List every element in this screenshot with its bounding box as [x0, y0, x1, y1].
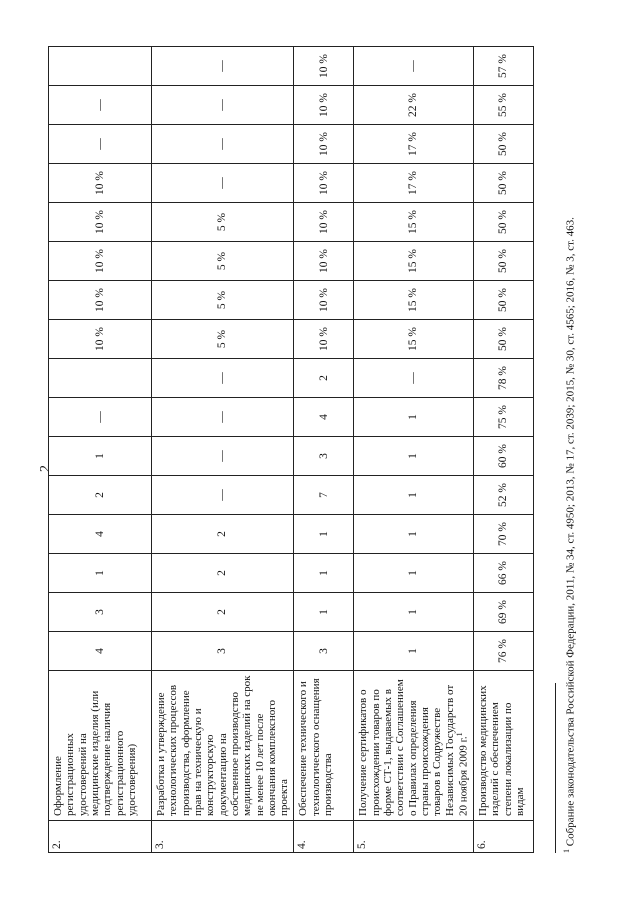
- value-cell: 10 %: [49, 203, 152, 242]
- table-row: [354, 47, 473, 853]
- value-cell: 1: [354, 515, 473, 554]
- table-row: [49, 47, 152, 853]
- value-cell: 3: [49, 593, 152, 632]
- value-cell: 10 %: [294, 47, 354, 86]
- value-cell: 3: [294, 632, 354, 671]
- row-number: 4.: [294, 821, 354, 853]
- value-cell: 50 %: [473, 203, 533, 242]
- value-cell: —: [354, 47, 473, 86]
- row-description-text: Оформление регистрационных удостоверений на медицинские изделия (или подтверждение наличия регистрационного удостоверения): [52, 690, 138, 816]
- value-cell: 50 %: [473, 125, 533, 164]
- value-cell: —: [354, 359, 473, 398]
- value-cell: 50 %: [473, 164, 533, 203]
- value-cell: —: [152, 398, 294, 437]
- value-cell: 5 %: [152, 203, 294, 242]
- row-description-text: Обеспечение технического и технологического оснащения производства: [297, 678, 335, 816]
- footnote-ref: 1: [454, 732, 464, 737]
- value-cell: 22 %: [354, 86, 473, 125]
- value-cell: 55 %: [473, 86, 533, 125]
- value-cell: 76 %: [473, 632, 533, 671]
- row-number: 5.: [354, 821, 473, 853]
- value-cell: 50 %: [473, 242, 533, 281]
- value-cell: 10 %: [49, 242, 152, 281]
- value-cell: —: [152, 164, 294, 203]
- value-cell: 52 %: [473, 476, 533, 515]
- value-cell: 15 %: [354, 281, 473, 320]
- value-cell: 60 %: [473, 437, 533, 476]
- value-cell: 2: [152, 554, 294, 593]
- value-cell: 70 %: [473, 515, 533, 554]
- value-cell: 1: [354, 437, 473, 476]
- row-description: [473, 671, 533, 821]
- value-cell: 2: [152, 593, 294, 632]
- value-cell: 10 %: [294, 203, 354, 242]
- value-cell: 15 %: [354, 203, 473, 242]
- value-cell: 3: [294, 437, 354, 476]
- value-cell: 10 %: [294, 320, 354, 359]
- row-description-text: Производство медицинских изделий с обеспечением степени локализации по видам: [476, 685, 526, 816]
- value-cell: [49, 359, 152, 398]
- value-cell: 10 %: [49, 281, 152, 320]
- row-description-text: Получение сертификатов о происхождении товаров по форме СТ-1, выдаваемых в соответствии с Соглашением о Правилах определения страны происхождения товаров в Содружестве Независимых Государств от 20 ноября 2009 г.: [357, 679, 470, 816]
- value-cell: 10 %: [49, 164, 152, 203]
- row-description-text: Разработка и утверждение технологических процессов производства, оформление прав на техническую и конструкторскую документацию на собственное производство медицинских изделий на срок не менее 10 лет после окончания комплексного проекта: [155, 675, 291, 816]
- value-cell: 10 %: [49, 320, 152, 359]
- row-description: [49, 671, 152, 821]
- value-cell: 1: [354, 632, 473, 671]
- value-cell: 4: [49, 632, 152, 671]
- value-cell: 1: [294, 515, 354, 554]
- value-cell: 1: [354, 593, 473, 632]
- row-description: [354, 671, 473, 821]
- value-cell: —: [152, 86, 294, 125]
- value-cell: 1: [49, 437, 152, 476]
- value-cell: 1: [294, 593, 354, 632]
- value-cell: 2: [152, 515, 294, 554]
- value-cell: 1: [354, 398, 473, 437]
- value-cell: 5 %: [152, 320, 294, 359]
- value-cell: —: [152, 359, 294, 398]
- table-row: [152, 47, 294, 853]
- footnote-divider: [555, 683, 556, 853]
- value-cell: 5 %: [152, 281, 294, 320]
- value-cell: —: [49, 86, 152, 125]
- value-cell: 15 %: [354, 320, 473, 359]
- value-cell: 2: [49, 476, 152, 515]
- value-cell: 10 %: [294, 242, 354, 281]
- value-cell: 75 %: [473, 398, 533, 437]
- value-cell: —: [152, 437, 294, 476]
- value-cell: [49, 47, 152, 86]
- page-number: 2: [38, 465, 53, 472]
- value-cell: 10 %: [294, 125, 354, 164]
- value-cell: —: [152, 125, 294, 164]
- localization-table: [48, 46, 534, 853]
- value-cell: 50 %: [473, 281, 533, 320]
- value-cell: 1: [354, 476, 473, 515]
- row-description: [152, 671, 294, 821]
- value-cell: 17 %: [354, 164, 473, 203]
- value-cell: 4: [294, 398, 354, 437]
- value-cell: 1: [354, 554, 473, 593]
- value-cell: 15 %: [354, 242, 473, 281]
- value-cell: 66 %: [473, 554, 533, 593]
- value-cell: 10 %: [294, 86, 354, 125]
- value-cell: 69 %: [473, 593, 533, 632]
- value-cell: 1: [49, 554, 152, 593]
- value-cell: —: [152, 476, 294, 515]
- value-cell: —: [152, 47, 294, 86]
- footnote-text: Собрание законодательства Российской Федерации, 2011, № 34, ст. 4950; 2013, № 17, ст. 2039; 2015, № 30, ст. 4565; 2016, № 3, ст. 463.: [564, 217, 577, 847]
- footnote: [562, 217, 577, 853]
- value-cell: 7: [294, 476, 354, 515]
- value-cell: 78 %: [473, 359, 533, 398]
- value-cell: 5 %: [152, 242, 294, 281]
- row-number: 3.: [152, 821, 294, 853]
- row-number: 2.: [49, 821, 152, 853]
- table-row: [294, 47, 354, 853]
- value-cell: —: [49, 398, 152, 437]
- value-cell: —: [49, 125, 152, 164]
- table-row: [473, 47, 533, 853]
- row-number: 6.: [473, 821, 533, 853]
- value-cell: 1: [294, 554, 354, 593]
- value-cell: 4: [49, 515, 152, 554]
- value-cell: 2: [294, 359, 354, 398]
- footnote-mark: 1: [562, 849, 571, 853]
- value-cell: 10 %: [294, 281, 354, 320]
- value-cell: 3: [152, 632, 294, 671]
- value-cell: 50 %: [473, 320, 533, 359]
- row-description: [294, 671, 354, 821]
- value-cell: 17 %: [354, 125, 473, 164]
- value-cell: 10 %: [294, 164, 354, 203]
- value-cell: 57 %: [473, 47, 533, 86]
